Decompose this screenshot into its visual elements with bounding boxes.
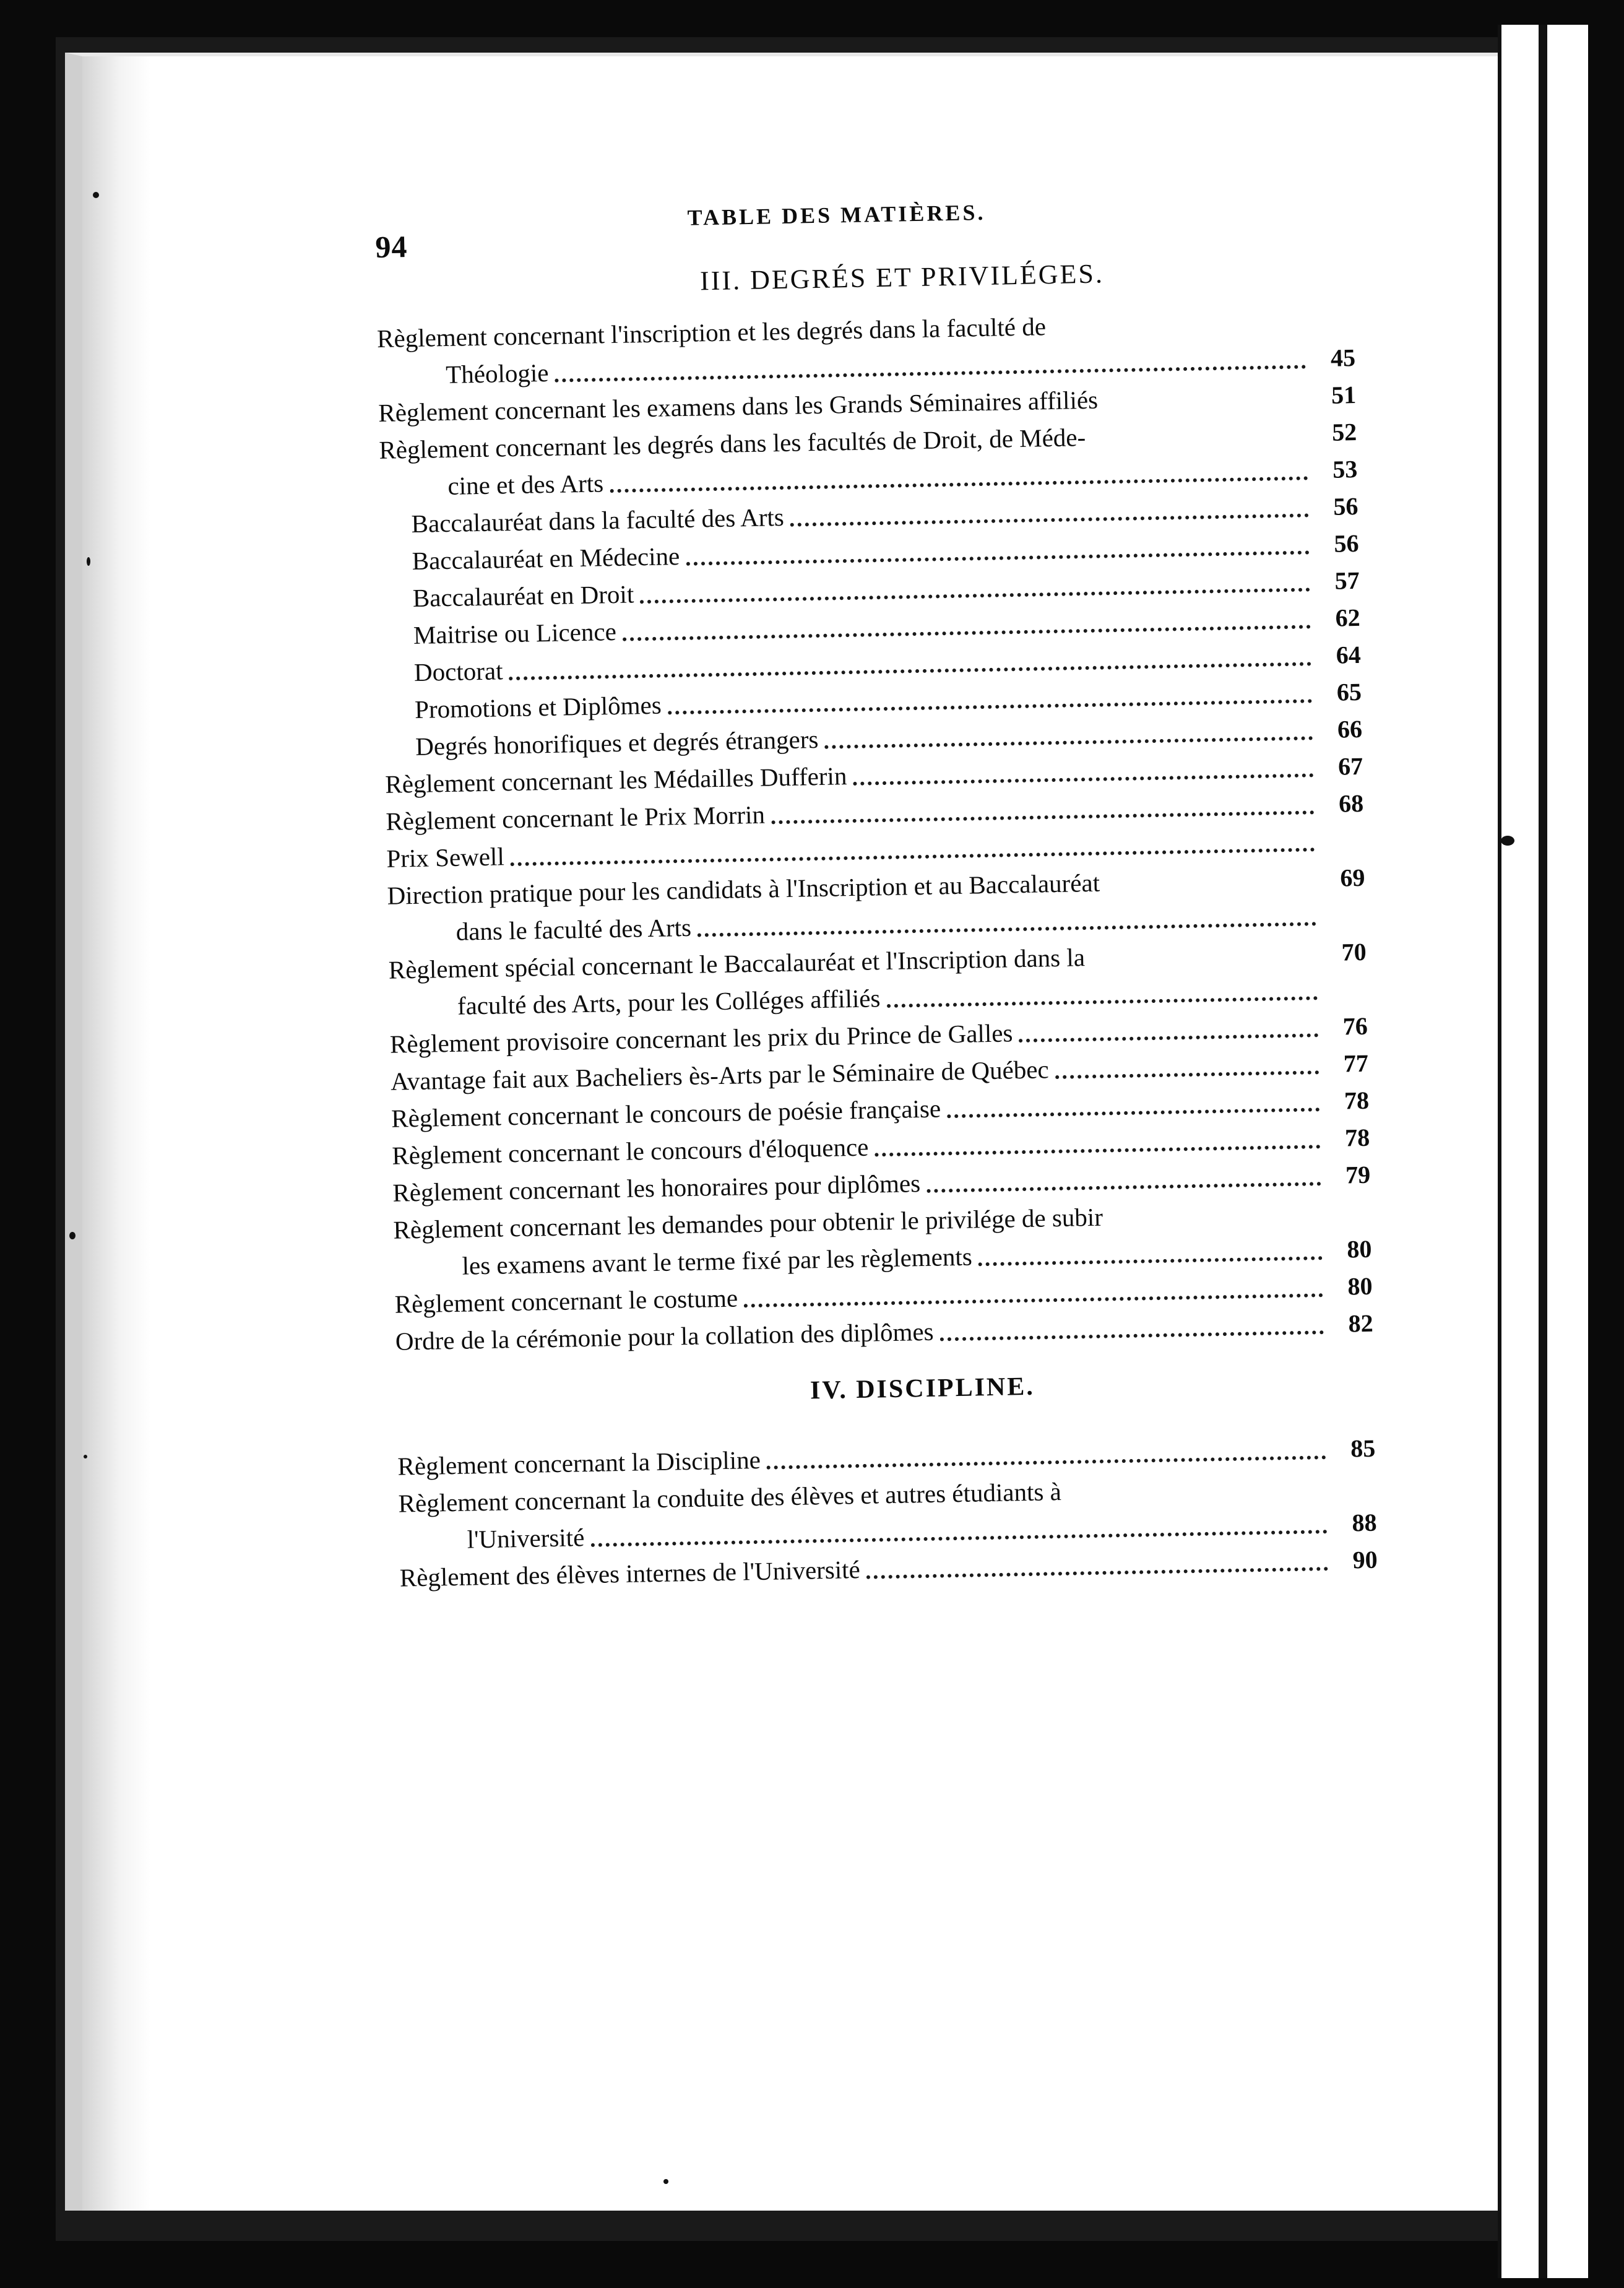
dot-leader: [640, 587, 1310, 604]
dot-leader: [771, 810, 1314, 824]
toc-page-number: 79: [1345, 1160, 1371, 1189]
dot-leader: [744, 1293, 1323, 1307]
dot-leader: [1019, 1033, 1319, 1042]
toc-entry-label: Règlement concernant la conduite des élèves et autres étudiants à: [398, 1477, 1062, 1518]
toc-entry-label: Règlement concernant le concours de poésie française: [391, 1094, 941, 1133]
toc-entry-label: Degrés honorifiques et degrés étrangers: [415, 725, 819, 761]
dot-leader: [887, 996, 1318, 1008]
toc-entry-label: l'Université: [467, 1523, 585, 1554]
toc-page-number: 78: [1344, 1123, 1370, 1152]
dot-leader: [1104, 405, 1307, 409]
toc-page-number: 52: [1331, 417, 1357, 446]
toc-page-number: 80: [1346, 1234, 1372, 1263]
dot-leader: [978, 1256, 1323, 1266]
toc-sections: [376, 253, 1378, 1597]
toc-page-number: 69: [1339, 863, 1365, 892]
toc-entry-label: Baccalauréat en Médecine: [412, 542, 680, 575]
page-number: 94: [374, 229, 408, 264]
toc-entry-label: les examens avant le terme fixé par les règlements: [462, 1242, 973, 1280]
toc-page-number: 53: [1332, 454, 1358, 483]
section-heading: IV. DISCIPLINE.: [810, 1372, 1035, 1405]
toc-entry-label: faculté des Arts, pour les Colléges affiliés: [457, 984, 881, 1020]
toc-page-number: 82: [1348, 1309, 1373, 1338]
toc-page-number: 64: [1336, 640, 1362, 669]
toc-page-number: 77: [1343, 1049, 1369, 1078]
toc-list: [397, 1430, 1378, 1597]
dot-leader: [790, 513, 1309, 526]
toc-entry-label: Règlement concernant la Discipline: [397, 1445, 761, 1481]
toc-entry-label: Règlement concernant l'inscription et les degrés dans la faculté de: [376, 312, 1047, 353]
toc-page-number: 56: [1332, 492, 1358, 521]
dot-leader: [926, 1182, 1321, 1193]
toc-page-number: 51: [1331, 380, 1357, 409]
dot-leader: [1068, 1496, 1327, 1501]
toc-entry-label: Ordre de la cérémonie pour la collation des diplômes: [395, 1317, 934, 1356]
toc-entry-label: Promotions et Diplômes: [414, 690, 662, 724]
toc-page-number: 88: [1352, 1508, 1377, 1537]
toc-entry-label: Règlement concernant le Prix Morrin: [386, 800, 766, 836]
running-title: TABLE DES MATIÈRES.: [687, 199, 986, 230]
toc-page-number: 80: [1347, 1272, 1373, 1301]
scan-speck: [93, 192, 99, 198]
toc-entry-label: Règlement concernant les Médailles Dufferin: [384, 761, 847, 799]
toc-page-number: 66: [1337, 714, 1363, 743]
toc-page-number: 62: [1335, 603, 1361, 632]
dot-leader: [1052, 331, 1305, 336]
toc-page-number: 90: [1352, 1545, 1378, 1574]
toc-entry-label: Maitrise ou Licence: [413, 617, 617, 649]
page-content: [374, 180, 1378, 1597]
toc-entry-label: Règlement concernant le concours d'éloquence: [391, 1132, 869, 1170]
dot-leader: [686, 550, 1309, 565]
toc-entry-label: Règlement concernant les honoraires pour diplômes: [392, 1169, 921, 1207]
toc-entry-label: Règlement concernant les demandes pour obtenir le privilége de subir: [393, 1202, 1104, 1244]
dot-leader: [853, 773, 1314, 786]
dot-leader: [1091, 963, 1317, 967]
scan-speck: [87, 557, 90, 566]
toc-entry-label: Théologie: [445, 358, 549, 389]
dot-leader: [1106, 888, 1315, 892]
section-heading: III. DEGRÉS ET PRIVILÉGES.: [699, 258, 1105, 297]
toc-list: [377, 302, 1374, 1360]
toc-entry-label: Règlement spécial concernant le Baccalauréat et l'Inscription dans la: [388, 943, 1086, 984]
toc-entry-label: Prix Sewell: [386, 842, 505, 873]
dot-leader: [698, 922, 1316, 937]
toc-page-number: 76: [1342, 1012, 1368, 1041]
toc-page-number: 78: [1344, 1086, 1370, 1115]
toc-entry-label: Règlement provisoire concernant les prix du Prince de Galles: [389, 1018, 1013, 1059]
toc-entry-label: Avantage fait aux Bacheliers ès-Arts par le Séminaire de Québec: [390, 1055, 1050, 1096]
dot-leader: [947, 1107, 1320, 1118]
scan-speck: [69, 1232, 76, 1239]
toc-page-number: 85: [1350, 1434, 1376, 1463]
toc-entry-label: cine et des Arts: [447, 469, 604, 500]
dot-leader: [940, 1330, 1324, 1341]
toc-page-number: 67: [1337, 752, 1363, 781]
dot-leader: [866, 1567, 1328, 1579]
scan-speck: [663, 2179, 668, 2184]
dot-leader: [1055, 1070, 1319, 1079]
toc-entry-label: Doctorat: [413, 656, 503, 687]
toc-page-number: 56: [1334, 529, 1359, 558]
toc-entry-label: dans le faculté des Arts: [456, 912, 692, 946]
toc-entry-label: Baccalauréat dans la faculté des Arts: [411, 502, 785, 538]
toc-page-number: 65: [1336, 677, 1362, 706]
toc-page-number: 70: [1341, 937, 1367, 966]
dot-leader: [1109, 1223, 1321, 1226]
dot-leader: [1092, 443, 1307, 446]
toc-entry-label: Direction pratique pour les candidats à l'Inscription et au Baccalauréat: [387, 868, 1100, 910]
toc-entry-label: Règlement concernant les degrés dans les facultés de Droit, de Méde-: [379, 423, 1086, 464]
toc-page-number: 45: [1330, 344, 1356, 372]
toc-entry-label: Règlement des élèves internes de l'Université: [399, 1554, 861, 1592]
toc-entry-label: Règlement concernant le costume: [394, 1283, 738, 1319]
toc-page-number: 68: [1338, 789, 1364, 818]
dot-leader: [668, 699, 1312, 714]
dot-leader: [875, 1145, 1321, 1156]
toc-entry-label: Règlement concernant les examens dans les Grands Séminaires affiliés: [378, 385, 1099, 427]
dot-leader: [767, 1455, 1326, 1470]
dot-leader: [825, 736, 1313, 748]
scan-speck: [1501, 836, 1514, 846]
toc-entry-label: Baccalauréat en Droit: [412, 579, 634, 612]
scan-speck: [84, 1455, 87, 1458]
toc-page-number: 57: [1334, 566, 1360, 595]
facing-page-edge: [1498, 25, 1588, 2278]
